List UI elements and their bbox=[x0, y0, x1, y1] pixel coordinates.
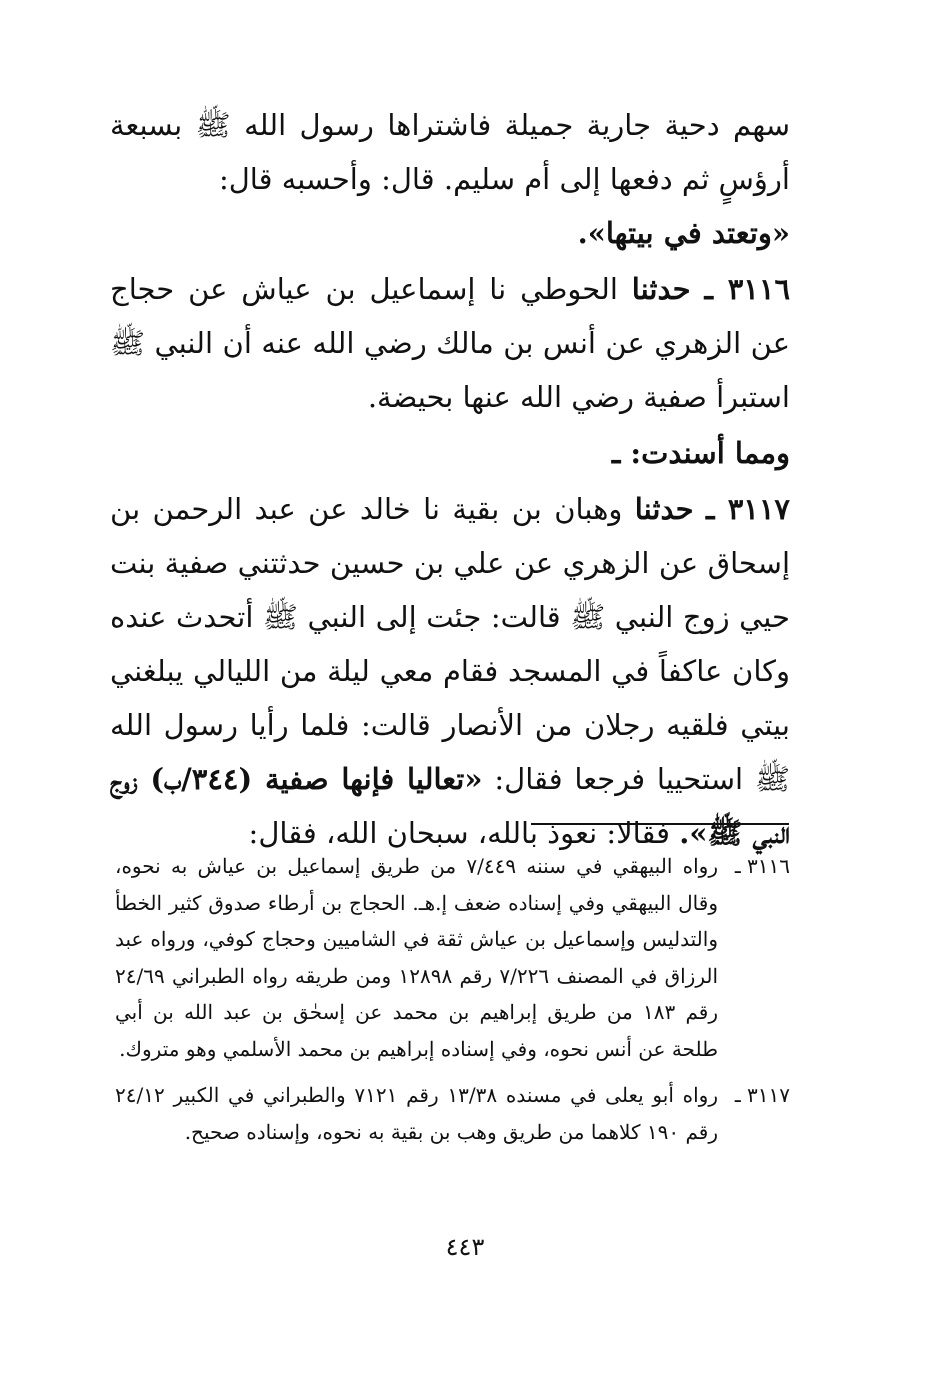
section-title: ومما أسندت: ـ bbox=[611, 436, 790, 470]
hadith-text: وهبان بن بقية نا خالد عن عبد الرحمن بن إسحاق عن الزهري عن علي بن حسين حدثتني صفية بنت حيي زوج النبي ﷺ قالت: جئت إلى النبي ﷺ أتحدث عنده وكان عاكفاً في المسجد فقام معي ليلة من الليالي يبلغني بيتي فلقيه رجلان من الأنصار قالت: فلما رأيا رسول الله ﷺ استحييا فرجعا فقال: bbox=[110, 492, 790, 796]
footnote-text: رواه البيهقي في سننه ٧/٤٤٩ من طريق إسماعيل بن عياش به نحوه، وقال البيهقي وفي إسناده ضعف إ.هـ. الحجاج بن أرطاء صدوق كثير الخطأ والتدليس وإسماعيل بن عياش ثقة في الشاميين وحجاج كوفي، ورواه عبد الرزاق في المصنف ٧/٢٢٦ رقم ١٢٨٩٨ ومن طريقه رواه الطبراني ٢٤/٦٩ رقم ١٨٣ من طريق إبراهيم بن محمد عن إسحٰق بن عبد الله بن أبي طلحة عن أنس نحوه، وفي إسناده إبراهيم بن محمد الأسلمي وهو متروك. bbox=[115, 854, 719, 1061]
hadith-3117 bbox=[110, 482, 790, 860]
footnote-3116 bbox=[115, 848, 790, 1067]
continuation-text: سهم دحية جارية جميلة فاشتراها رسول الله ﷺ بسبعة أرؤسٍ ثم دفعها إلى أم سليم. قال: وأحسبه قال: bbox=[110, 108, 790, 196]
hadith-3116 bbox=[110, 262, 790, 424]
hadith-number: ٣١١٧ ـ bbox=[705, 492, 790, 526]
quoted-phrase: «وتعتد في بيتها». bbox=[577, 216, 790, 250]
paragraph-continuation bbox=[110, 98, 790, 260]
footnotes bbox=[115, 848, 790, 1150]
footnote-separator bbox=[531, 823, 789, 825]
hadith-text-tail: فقالا: نعوذ بالله، سبحان الله، فقال: bbox=[248, 816, 671, 850]
footnote-number: ٣١١٧ ـ bbox=[734, 1083, 790, 1107]
main-text bbox=[110, 98, 790, 860]
footnote-text: رواه أبو يعلى في مسنده ١٣/٣٨ رقم ٧١٢١ والطبراني في الكبير ٢٤/١٢ رقم ١٩٠ كلاهما من طريق وهب بن بقية به نحوه، وإسناده صحيح. bbox=[115, 1083, 718, 1144]
hadith-opening: حدثنا bbox=[631, 272, 691, 306]
hadith-number: ٣١١٦ ـ bbox=[704, 272, 791, 306]
hadith-opening: حدثنا bbox=[634, 492, 694, 526]
page-number: ٤٤٣ bbox=[445, 1233, 485, 1261]
footnote-number: ٣١١٦ ـ bbox=[734, 854, 790, 878]
hadith-text: الحوطي نا إسماعيل بن عياش عن حجاج عن الزهري عن أنس بن مالك رضي الله عنه أن النبي ﷺ استبرأ صفية رضي الله عنها بحيضة. bbox=[110, 272, 790, 414]
section-heading bbox=[110, 426, 790, 480]
footnote-3117 bbox=[115, 1077, 790, 1150]
quoted-phrase: «تعاليا فإنها صفية (٣٤٤/ب) زوج النبي ﷺ». bbox=[110, 762, 790, 850]
